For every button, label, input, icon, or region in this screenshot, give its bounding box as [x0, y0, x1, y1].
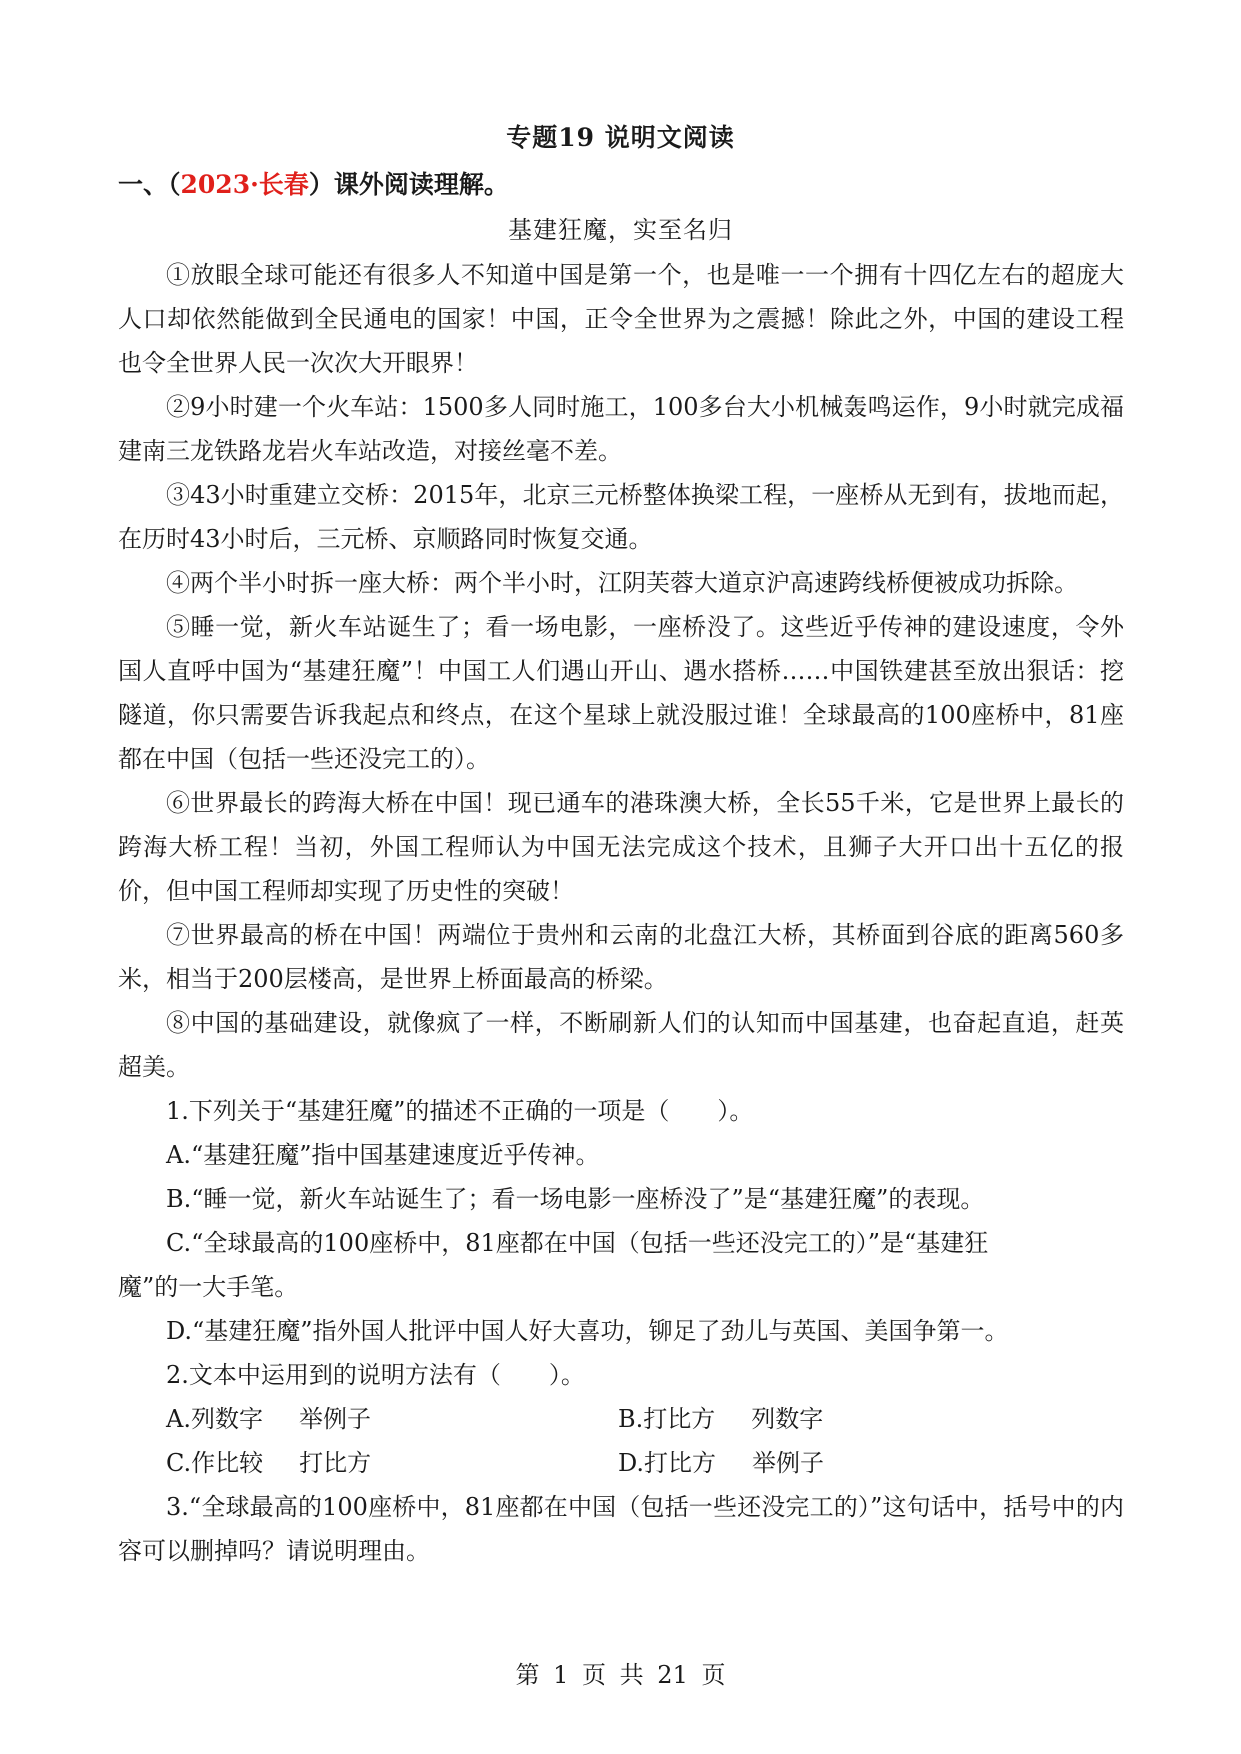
paragraph: ①放眼全球可能还有很多人不知道中国是第一个，也是唯一一个拥有十四亿左右的超庞大人口却依然能做到全民通电的国家！中国，正令全世界为之震撼！除此之外，中国的建设工程也令全世界人民一次次大开眼界！ [118, 261, 1124, 377]
document-title: 专题19 说明文阅读 [506, 123, 735, 152]
question-1-option-c-continued: 魔”的一大手笔。 [118, 1273, 299, 1301]
paragraph: ③43小时重建立交桥：2015年，北京三元桥整体换梁工程，一座桥从无到有，拔地而起，在历时43小时后，三元桥、京顺路同时恢复交通。 [118, 481, 1124, 553]
question-1-stem: 1.下列关于“基建狂魔”的描述不正确的一项是（ ）。 [166, 1097, 754, 1125]
question-2-option-b [618, 1397, 1070, 1441]
question-2-option-c [166, 1441, 618, 1485]
paragraph: ④两个半小时拆一座大桥：两个半小时，江阴芙蓉大道京沪高速跨线桥便被成功拆除。 [166, 569, 1078, 597]
option-b-part-1: B.打比方 [618, 1405, 716, 1433]
question-1-option-c: C.“全球最高的100座桥中，81座都在中国（包括一些还没完工的）”是“基建狂 [166, 1229, 989, 1257]
option-a-part-2: 举例子 [298, 1405, 371, 1433]
option-a-part-1: A.列数字 [166, 1405, 263, 1433]
section-source: 2023·长春 [180, 170, 309, 199]
option-b-part-2: 列数字 [751, 1405, 824, 1433]
page-footer: 第 1 页 共 21 页 [515, 1661, 726, 1689]
question-2-stem: 2.文本中运用到的说明方法有（ ）。 [166, 1361, 585, 1389]
section-heading [118, 165, 509, 201]
section-suffix: ）课外阅读理解。 [308, 170, 509, 199]
option-c-part-2: 打比方 [299, 1449, 372, 1477]
question-2-options-row-1 [118, 1397, 1124, 1441]
section-prefix: 一、（ [118, 170, 181, 199]
question-1-option-a: A.“基建狂魔”指中国基建速度近乎传神。 [166, 1141, 600, 1169]
question-2-options-row-2 [118, 1441, 1124, 1485]
question-1-option-b: B.“睡一觉，新火车站诞生了；看一场电影一座桥没了”是“基建狂魔”的表现。 [166, 1185, 985, 1213]
question-2-option-a [166, 1397, 618, 1441]
paragraph: ⑧中国的基础建设，就像疯了一样，不断刷新人们的认知而中国基建，也奋起直追，赶英超美。 [118, 1009, 1124, 1081]
paragraph: ⑤睡一觉，新火车站诞生了；看一场电影，一座桥没了。这些近乎传神的建设速度，令外国人直呼中国为“基建狂魔”！中国工人们遇山开山、遇水搭桥……中国铁建甚至放出狠话：挖隧道，你只需要告诉我起点和终点，在这个星球上就没服过谁！全球最高的100座桥中，81座都在中国（包括一些还没完工的）。 [118, 613, 1124, 773]
option-d-part-1: D.打比方 [618, 1449, 717, 1477]
option-c-part-1: C.作比较 [166, 1449, 264, 1477]
article-body [118, 253, 1124, 1573]
question-1-option-d: D.“基建狂魔”指外国人批评中国人好大喜功，铆足了劲儿与英国、美国争第一。 [166, 1317, 1009, 1345]
paragraph: ⑦世界最高的桥在中国！两端位于贵州和云南的北盘江大桥，其桥面到谷底的距离560多米，相当于200层楼高，是世界上桥面最高的桥梁。 [118, 921, 1124, 993]
option-d-part-2: 举例子 [752, 1449, 825, 1477]
paragraph: ⑥世界最长的跨海大桥在中国！现已通车的港珠澳大桥，全长55千米，它是世界上最长的跨海大桥工程！当初，外国工程师认为中国无法完成这个技术，且狮子大开口出十五亿的报价，但中国工程师却实现了历史性的突破！ [118, 789, 1124, 905]
question-2-option-d [618, 1441, 1070, 1485]
question-3-stem: 3.“全球最高的100座桥中，81座都在中国（包括一些还没完工的）”这句话中，括号中的内容可以删掉吗？请说明理由。 [118, 1493, 1124, 1565]
article-title: 基建狂魔，实至名归 [508, 216, 733, 244]
paragraph: ②9小时建一个火车站：1500多人同时施工，100多台大小机械轰鸣运作，9小时就完成福建南三龙铁路龙岩火车站改造，对接丝毫不差。 [118, 393, 1124, 465]
